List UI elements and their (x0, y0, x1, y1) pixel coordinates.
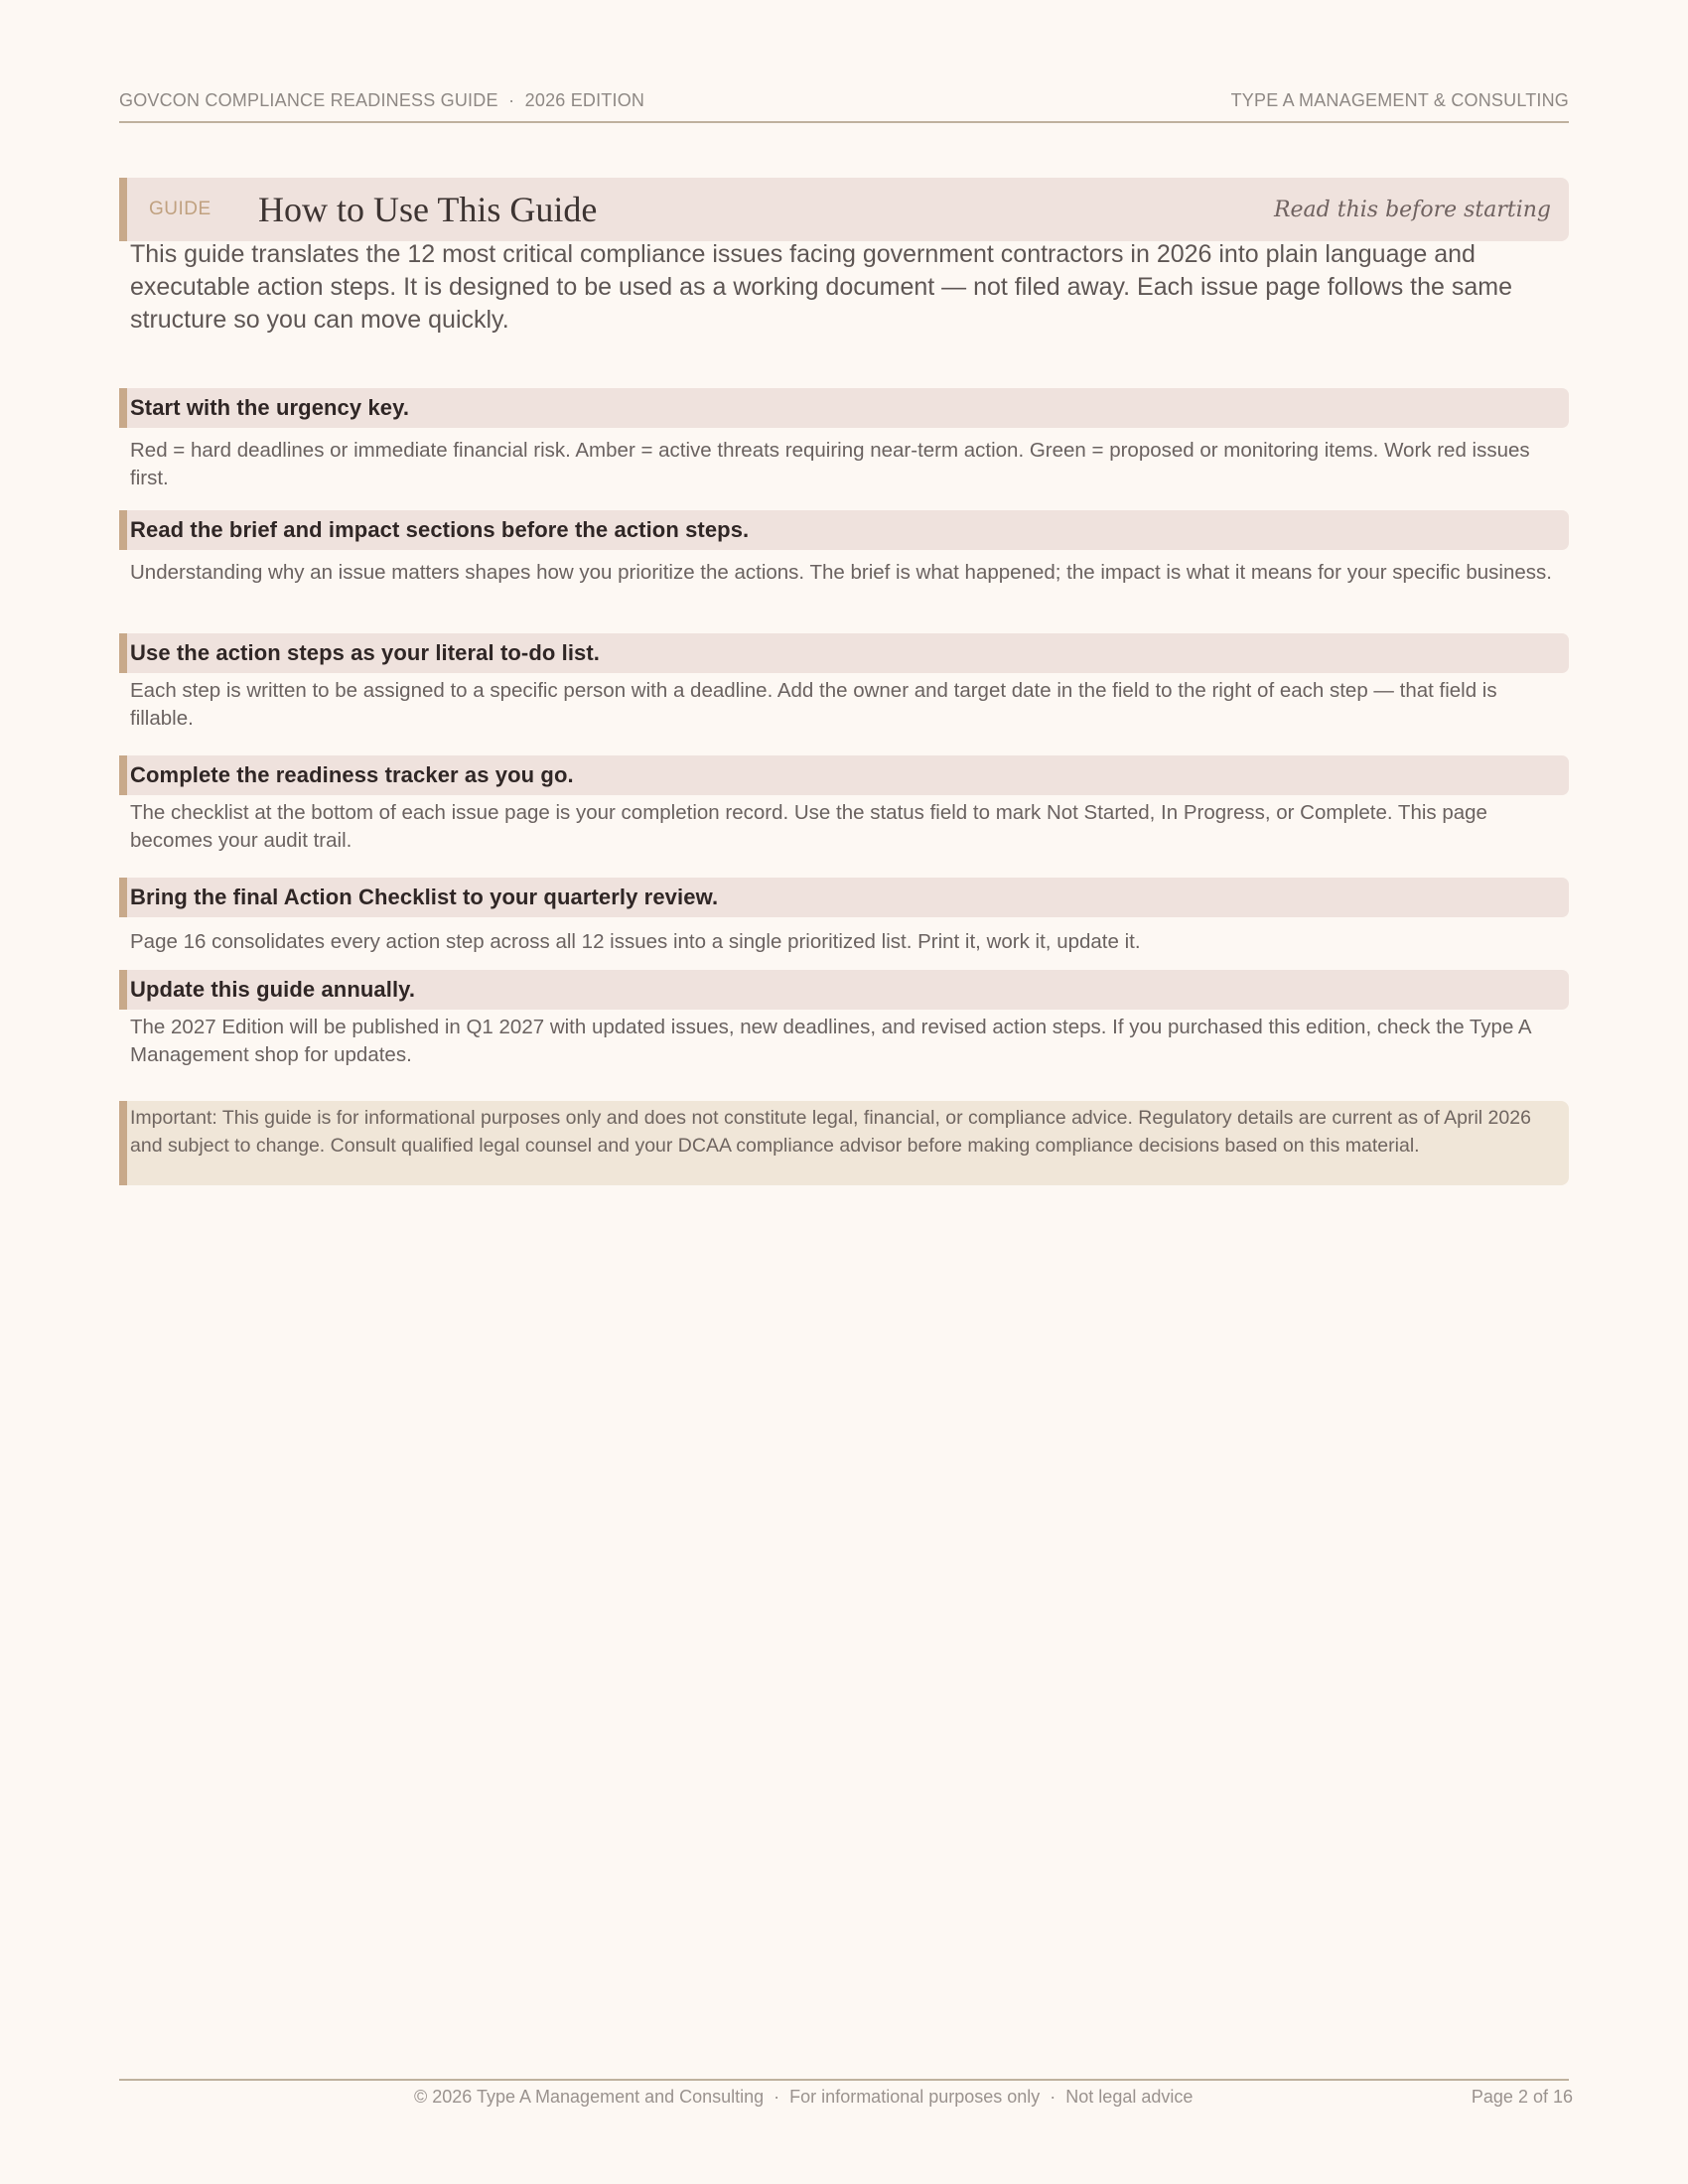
step-heading: Read the brief and impact sections before the action steps. (119, 510, 1569, 550)
guide-step (119, 388, 1569, 492)
step-heading: Complete the readiness tracker as you go. (119, 755, 1569, 795)
step-body: Red = hard deadlines or immediate financial risk. Amber = active threats requiring near-term action. Green = proposed or monitoring items. Work red issues first. (130, 439, 1530, 489)
page-title: How to Use This Guide (258, 190, 598, 229)
page-footer (119, 2087, 1573, 2113)
running-header (119, 90, 1569, 111)
step-heading: Update this guide annually. (119, 970, 1569, 1010)
header-document-title: GOVCON COMPLIANCE READINESS GUIDE · 2026 EDITION (119, 90, 645, 110)
guide-step (119, 755, 1569, 855)
disclaimer-notice: Important: This guide is for informational purposes only and does not constitute legal, financial, or compliance advice. Regulatory details are current as of April 2026 and subject to change. Consult qualified legal counsel and your DCAA compliance advisor before making compliance decisions based on this material. (119, 1101, 1569, 1185)
step-heading: Use the action steps as your literal to-do list. (119, 633, 1569, 673)
section-kicker: GUIDE (149, 199, 211, 219)
step-body: Each step is written to be assigned to a specific person with a deadline. Add the owner and target date in the field to the right of each step — that field is fillable. (130, 679, 1497, 730)
header-company-name: TYPE A MANAGEMENT & CONSULTING (1230, 90, 1569, 110)
page-number: Page 2 of 16 (1471, 2087, 1573, 2107)
step-body: The 2027 Edition will be published in Q1 2027 with updated issues, new deadlines, and revised action steps. If you purchased this edition, check the Type A Management shop for updates. (130, 1016, 1531, 1066)
footer-copyright: © 2026 Type A Management and Consulting · For informational purposes only · Not legal advice (414, 2087, 1194, 2107)
page-subtitle: Read this before starting (1273, 197, 1551, 222)
guide-step (119, 970, 1569, 1069)
footer-divider (119, 2079, 1569, 2081)
step-heading: Bring the final Action Checklist to your quarterly review. (119, 878, 1569, 917)
step-body: Understanding why an issue matters shapes how you prioritize the actions. The brief is what happened; the impact is what it means for your specific business. (130, 561, 1552, 584)
guide-step (119, 633, 1569, 733)
step-heading: Start with the urgency key. (119, 388, 1569, 428)
step-body: Page 16 consolidates every action step across all 12 issues into a single prioritized list. Print it, work it, update it. (130, 930, 1141, 953)
guide-step (119, 510, 1569, 584)
page-title-bar (119, 178, 1569, 241)
intro-paragraph: This guide translates the 12 most critical compliance issues facing government contractors in 2026 into plain language and executable action steps. It is designed to be used as a working document — not filed away. Each issue page follows the same structure so you can move quickly. (130, 240, 1513, 334)
header-divider (119, 121, 1569, 123)
step-body: The checklist at the bottom of each issue page is your completion record. Use the status field to mark Not Started, In Progress, or Complete. This page becomes your audit trail. (130, 801, 1487, 852)
guide-step (119, 878, 1569, 956)
